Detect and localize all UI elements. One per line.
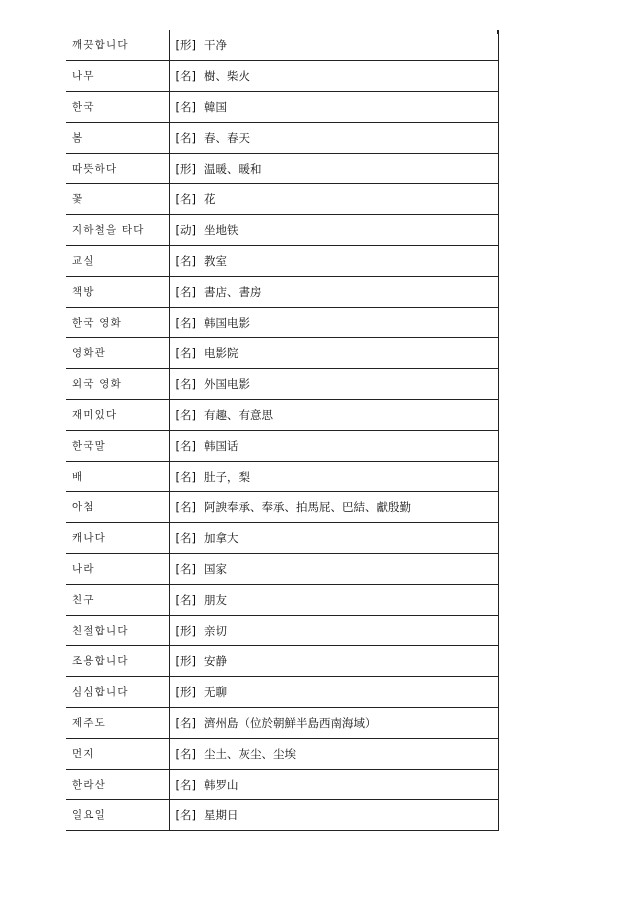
- part-of-speech: [形]: [175, 623, 196, 638]
- table-row: [66, 738, 498, 769]
- meaning-cell: [169, 153, 498, 184]
- chinese-meaning: 春、春天: [203, 130, 250, 145]
- part-of-speech: [名]: [175, 746, 196, 761]
- meaning-cell: [169, 800, 498, 831]
- table-row: [66, 646, 498, 677]
- meaning-cell: [169, 92, 498, 123]
- chinese-meaning: 尘土、灰尘、尘埃: [203, 746, 296, 761]
- chinese-meaning: 花: [203, 192, 216, 207]
- part-of-speech: [名]: [175, 69, 196, 84]
- part-of-speech: [名]: [175, 592, 196, 607]
- chinese-meaning: 韩国电影: [203, 315, 250, 330]
- table-row: [66, 276, 498, 307]
- part-of-speech: [名]: [175, 438, 196, 453]
- chinese-meaning: 加拿大: [203, 531, 239, 546]
- part-of-speech: [形]: [175, 161, 196, 176]
- part-of-speech: [名]: [175, 284, 196, 299]
- korean-word: 나라: [66, 554, 169, 585]
- chinese-meaning: 温暖、暖和: [203, 161, 262, 176]
- table-row: [66, 523, 498, 554]
- table-row: [66, 430, 498, 461]
- part-of-speech: [形]: [175, 38, 196, 53]
- korean-word: 깨끗합니다: [66, 30, 169, 61]
- korean-word: 한국 영화: [66, 307, 169, 338]
- table-row: [66, 61, 498, 92]
- table-row: [66, 307, 498, 338]
- meaning-cell: [169, 677, 498, 708]
- korean-word: 먼지: [66, 738, 169, 769]
- meaning-cell: [169, 492, 498, 523]
- part-of-speech: [名]: [175, 130, 196, 145]
- table-row: [66, 122, 498, 153]
- korean-word: 꽃: [66, 184, 169, 215]
- table-row: [66, 369, 498, 400]
- part-of-speech: [名]: [175, 407, 196, 422]
- table-row: [66, 30, 498, 61]
- chinese-meaning: 电影院: [203, 346, 239, 361]
- table-row: [66, 400, 498, 431]
- table-row: [66, 153, 498, 184]
- chinese-meaning: 坐地铁: [203, 223, 239, 238]
- table-row: [66, 246, 498, 277]
- meaning-cell: [169, 369, 498, 400]
- chinese-meaning: 无聊: [203, 685, 227, 700]
- meaning-cell: [169, 708, 498, 739]
- part-of-speech: [名]: [175, 99, 196, 114]
- korean-word: 한라산: [66, 769, 169, 800]
- meaning-cell: [169, 30, 498, 61]
- korean-word: 캐나다: [66, 523, 169, 554]
- part-of-speech: [名]: [175, 192, 196, 207]
- chinese-meaning: 国家: [203, 561, 227, 576]
- chinese-meaning: 干净: [203, 38, 227, 53]
- korean-word: 배: [66, 461, 169, 492]
- vocabulary-table: [66, 30, 499, 831]
- part-of-speech: [名]: [175, 500, 196, 515]
- table-row: [66, 215, 498, 246]
- part-of-speech: [名]: [175, 377, 196, 392]
- meaning-cell: [169, 61, 498, 92]
- table-row: [66, 769, 498, 800]
- korean-word: 제주도: [66, 708, 169, 739]
- chinese-meaning: 亲切: [203, 623, 227, 638]
- chinese-meaning: 阿諛奉承、奉承、拍馬屁、巴結、獻殷勤: [203, 500, 411, 515]
- meaning-cell: [169, 430, 498, 461]
- korean-word: 영화관: [66, 338, 169, 369]
- meaning-cell: [169, 400, 498, 431]
- table-row: [66, 584, 498, 615]
- korean-word: 조용합니다: [66, 646, 169, 677]
- meaning-cell: [169, 769, 498, 800]
- table-row: [66, 554, 498, 585]
- korean-word: 한국말: [66, 430, 169, 461]
- korean-word: 한국: [66, 92, 169, 123]
- part-of-speech: [名]: [175, 531, 196, 546]
- meaning-cell: [169, 738, 498, 769]
- korean-word: 교실: [66, 246, 169, 277]
- chinese-meaning: 濟州島（位於朝鮮半島西南海域）: [203, 715, 377, 730]
- chinese-meaning: 韩罗山: [203, 777, 239, 792]
- table-row: [66, 184, 498, 215]
- part-of-speech: [形]: [175, 654, 196, 669]
- part-of-speech: [动]: [175, 223, 196, 238]
- meaning-cell: [169, 584, 498, 615]
- chinese-meaning: 韩国话: [203, 438, 239, 453]
- korean-word: 친구: [66, 584, 169, 615]
- meaning-cell: [169, 122, 498, 153]
- korean-word: 지하철을 타다: [66, 215, 169, 246]
- korean-word: 심심합니다: [66, 677, 169, 708]
- part-of-speech: [形]: [175, 685, 196, 700]
- part-of-speech: [名]: [175, 715, 196, 730]
- korean-word: 따뜻하다: [66, 153, 169, 184]
- meaning-cell: [169, 554, 498, 585]
- table-row: [66, 338, 498, 369]
- korean-word: 친절합니다: [66, 615, 169, 646]
- part-of-speech: [名]: [175, 346, 196, 361]
- table-row: [66, 708, 498, 739]
- meaning-cell: [169, 523, 498, 554]
- korean-word: 재미있다: [66, 400, 169, 431]
- meaning-cell: [169, 215, 498, 246]
- part-of-speech: [名]: [175, 777, 196, 792]
- table-row: [66, 461, 498, 492]
- korean-word: 아첨: [66, 492, 169, 523]
- meaning-cell: [169, 307, 498, 338]
- meaning-cell: [169, 646, 498, 677]
- chinese-meaning: 肚子，梨: [203, 469, 250, 484]
- table-row: [66, 492, 498, 523]
- chinese-meaning: 朋友: [203, 592, 227, 607]
- meaning-cell: [169, 276, 498, 307]
- chinese-meaning: 書店、書房: [203, 284, 262, 299]
- table-row: [66, 677, 498, 708]
- table-row: [66, 615, 498, 646]
- part-of-speech: [名]: [175, 561, 196, 576]
- meaning-cell: [169, 184, 498, 215]
- part-of-speech: [名]: [175, 808, 196, 823]
- meaning-cell: [169, 338, 498, 369]
- meaning-cell: [169, 461, 498, 492]
- chinese-meaning: 外国电影: [203, 377, 250, 392]
- chinese-meaning: 韓国: [203, 99, 227, 114]
- korean-word: 봄: [66, 122, 169, 153]
- korean-word: 책방: [66, 276, 169, 307]
- part-of-speech: [名]: [175, 253, 196, 268]
- chinese-meaning: 星期日: [203, 808, 239, 823]
- chinese-meaning: 樹、柴火: [203, 69, 250, 84]
- part-of-speech: [名]: [175, 315, 196, 330]
- chinese-meaning: 有趣、有意思: [203, 407, 273, 422]
- chinese-meaning: 教室: [203, 253, 227, 268]
- table-row: [66, 92, 498, 123]
- korean-word: 나무: [66, 61, 169, 92]
- meaning-cell: [169, 615, 498, 646]
- table-row: [66, 800, 498, 831]
- korean-word: 외국 영화: [66, 369, 169, 400]
- meaning-cell: [169, 246, 498, 277]
- chinese-meaning: 安静: [203, 654, 227, 669]
- part-of-speech: [名]: [175, 469, 196, 484]
- korean-word: 일요일: [66, 800, 169, 831]
